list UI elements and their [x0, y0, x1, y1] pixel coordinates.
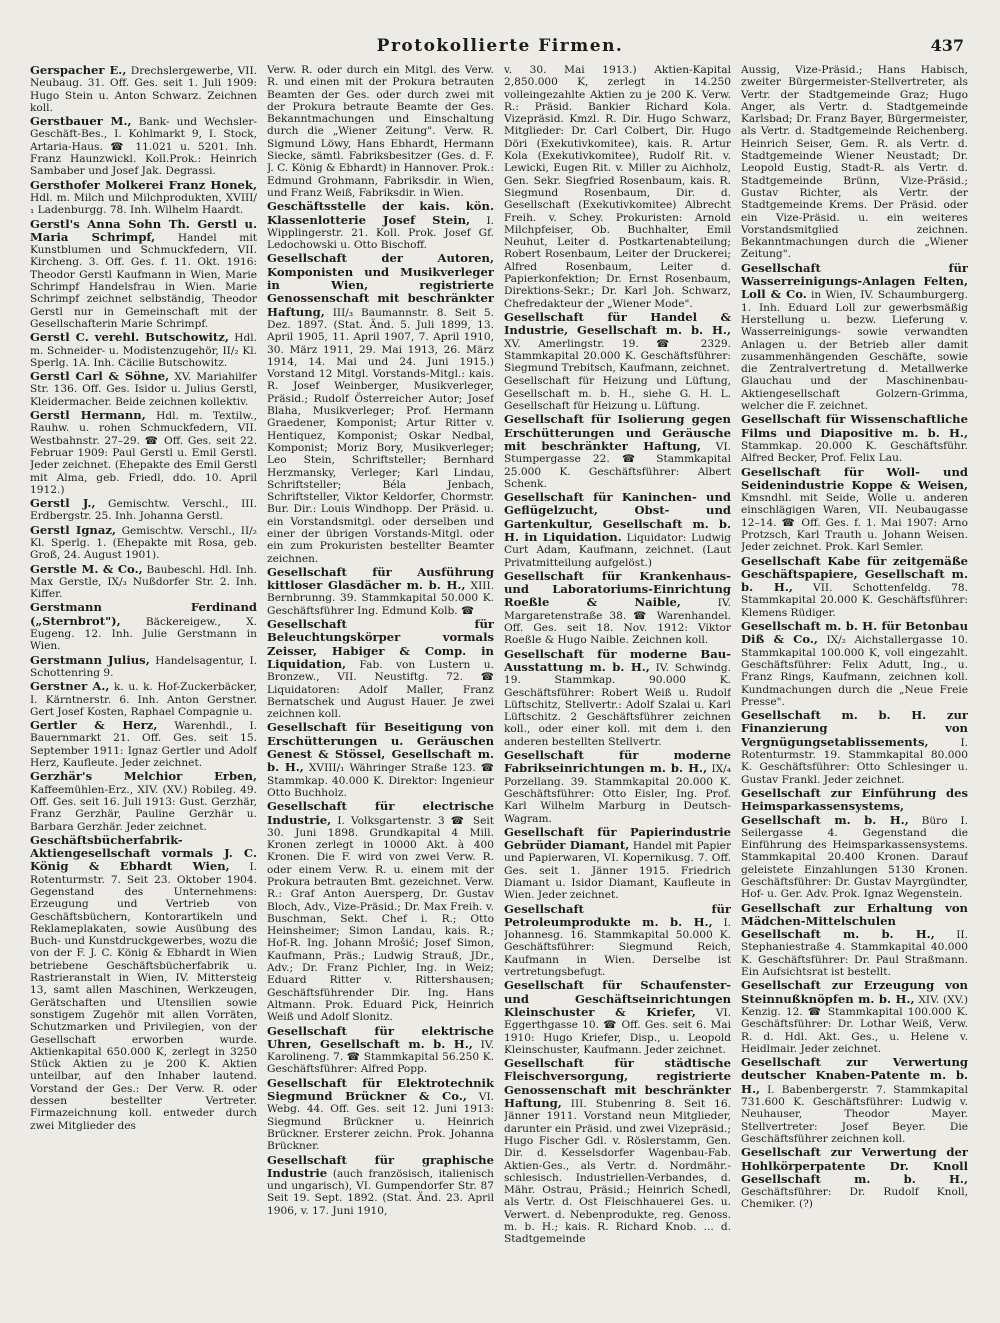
- entry-details: Bank- und Wechsler-Geschäft-Bes., I. Kohlmarkt 9, I. Stock, Artaria-Haus. ☎ 11.021 u. 5201. Inh. Franz Haunzwickl. Koll.Prok.: Heinrich Sambaber und Josef Jak. Degrassi.: [30, 116, 257, 178]
- entry-details: Büro I. Seilergasse 4. Gegenstand die Einführung des Heimsparkassensystems. Stammkapital 20.400 Kronen. Darauf geleistete Einzahlungen 5130 Kronen. Geschäftsführer: Dr. Gustav Mayrgündter, Hof- u. Ger. Adv. Prok. Ignaz Wegenstein.: [741, 814, 968, 901]
- firm-name: Gerstl Ignaz,: [30, 522, 116, 537]
- firm-name: Gesellschaft für Wasserreinigungs-Anlagen Felten, Loll & Co.: [741, 260, 968, 302]
- entry-details: II. Stephaniestraße 4. Stammkapital 40.000 K. Geschäftsführer: Dr. Paul Straßmann. Ein Aufsichtsrat ist bestellt.: [741, 929, 968, 979]
- entry-details: I. Wipplingerstr. 21. Koll. Prok. Josef Gf. Ledochowski u. Otto Bischoff.: [267, 214, 494, 252]
- register-entry: [30, 497, 257, 523]
- register-entry: [267, 64, 494, 199]
- firm-name: Gesellschaft für Elektrotechnik Siegmund Brückner & Co.,: [267, 1075, 494, 1104]
- firm-name: Gesellschaft für Handel & Industrie, Gesellschaft m. b. H.,: [504, 309, 731, 338]
- firm-name: Gesellschaft m. b. H. für Betonbau Diß & Co.,: [741, 619, 968, 647]
- register-entry: [267, 1077, 494, 1153]
- entry-details: I. Johannesg. 16. Stammkapital 50.000 K. Geschäftsführer: Siegmund Reich, Kaufmann in Wien. Derselbe ist vertretungsbefugt.: [504, 916, 731, 979]
- entry-details: VI. Webg. 44. Off. Ges. seit 12. Juni 1913: Siegmund Brückner u. Heinrich Brückner. Ersterer zeichn. Prok. Johanna Brückner.: [267, 1091, 494, 1153]
- register-entry: [30, 370, 257, 408]
- register-entry: [504, 491, 731, 569]
- entry-details: XV. Amerlingstr. 19. ☎ 2329. Stammkapital 20.000 K. Geschäftsführer: Siegmund Trebitsch, Kaufmann, zeichnet.: [504, 337, 731, 375]
- entry-details: IV. Schwindg. 19. Stammkap. 90.000 K. Geschäftsführer: Robert Weiß u. Rudolf Lüftschitz, Stellvertr.: Adolf Szalai u. Karl Lüftschitz. 2 Geschäftsführer zeichnen koll., oder einer koll. mit dem i. den anderen bestellten Stellvertr.: [504, 661, 731, 748]
- firm-name: Gerstl Hermann,: [30, 408, 146, 423]
- firm-name: Gesellschaft für Wissenschaftliche Films und Diapositive m. b. H.,: [741, 412, 968, 440]
- register-entry: [504, 749, 731, 825]
- entry-details: Gemischtw. Verschl., II/₂ Kl. Sperlg. 1. (Ehepakte mit Rosa, geb. Groß, 24. August 1901).: [30, 524, 257, 562]
- firm-name: Geschäftsstelle der kais. kön. Klassenlotterie Josef Stein,: [267, 199, 494, 227]
- register-entry: [741, 555, 968, 619]
- column-1: [30, 64, 257, 1314]
- entry-details: IX/₂ Aichstallergasse 10. Stammkapital 100.000 K, voll eingezahlt. Geschäftsführer: Felix Adutt, Ing., u. Franz Rings, Kaufmann, zeichnen koll. Kundmachungen durch die „Neue Freie Presse".: [741, 634, 968, 708]
- firm-name: Gesellschaft zur Einführung des Heimsparkassensystems, Gesellschaft m. b. H.,: [741, 785, 968, 827]
- entry-details: XV. Mariahilfer Str. 136. Off. Ges. Isidor u. Julius Gerstl, Kleidermacher. Beide zeichnen kollektiv.: [30, 371, 257, 408]
- register-entry: [741, 620, 968, 708]
- register-entry: [267, 252, 494, 564]
- firm-name: Gesellschaft zur Erzeugung von Steinnußknöpfen m. b. H.,: [741, 978, 968, 1006]
- register-entry: [30, 409, 257, 496]
- entry-details: Verw. R. oder durch ein Mitgl. des Verw. R. und einen mit der Prokura betrauten Beamten der Ges. oder durch zwei mit der Prokura betraute Beamte der Ges. Bekanntmachungen und Einschaltung durch die „Wiener Zeitung". Verw. R. Sigmund Löwy, Hans Ebhardt, Hermann Siecke, sämtl. Fabriksbesitzer (Ges. d. F. J. C. König & Ebhardt) in Hannover. Prok.: Edmund Grohmann, Fabriksdir. in Wien, und Franz Weiß, Fabriksdir. in Wien.: [267, 64, 494, 199]
- entry-details: IV. Margaretenstraße 38. ☎ Warenhandel. Off. Ges. seit 18. Nov. 1912: Viktor Roeßle & Hugo Naible. Zeichnen koll.: [504, 597, 731, 647]
- firm-name: Gerstl's Anna Sohn Th. Gerstl u. Maria Schrimpf,: [30, 216, 257, 244]
- register-entry: [267, 721, 494, 799]
- firm-name: Gesellschaft für elektrische Uhren, Gesellschaft m. b. H.,: [267, 1023, 494, 1051]
- register-entry: [30, 218, 257, 331]
- firm-name: Gesellschaft für Ausführung kittloser Glasdächer m. b. H.,: [267, 564, 494, 593]
- entry-details: Bäckereigew., X. Eugeng. 12. Inh. Julie Gerstmann in Wien.: [30, 615, 257, 653]
- firm-name: Gesellschaft für Papierindustrie Gebrüder Diamant,: [504, 824, 731, 853]
- entry-details: Gesellschaft für Heizung und Lüftung, Gesellschaft m. b. H., siehe G. H. L. Gesellschaft für Heizung u. Lüftung.: [504, 375, 731, 413]
- register-entry: [267, 200, 494, 251]
- register-entry: [267, 1154, 494, 1217]
- firm-name: Gesellschaft für Beseitigung von Erschütterungen u. Geräuschen Genest & Stössel, Gesellschaft m. b. H.,: [267, 720, 494, 775]
- entry-details: Handel mit Kunstblumen und Schmuckfedern, VII. Kircheng. 3. Off. Ges. f. 11. Okt. 1916: Theodor Gerstl Kaufmann in Wien, Marie Schrimpf Handelsfrau in Wien. Marie Schrimpf zeichnet selbständig, Theodor Gerstl nur in Gemeinschaft mit der Gesellschafterin Marie Schrimpf.: [30, 231, 257, 330]
- register-entry: [30, 719, 257, 769]
- entry-details: Aussig, Vize-Präsid.; Hans Habisch, zweiter Bürgermeister-Stellvertreter, als Vertr. der Stadtgemeinde Graz; Hugo Anger, als Vertr. d. Stadtgemeinde Karlsbad; Dr. Franz Bayer, Bürgermeister, als Vertr. d. Stadtgemeinde Reichenberg. Heinrich Seiser, Gem. R. als Vertr. d. Stadtgemeinde Wiener Neustadt; Dr. Leopold Eustig, Stadt-R. als Vertr. d. Stadtgemeinde Brünn, Vize-Präsid.; Gustav Richter, als Vertr. der Stadtgemeinde Krems. Der Präsid. oder ein Vize-Präsid. u. ein weiteres Vorstandsmitglied zeichnen. Bekanntmachungen durch die „Wiener Zeitung".: [741, 64, 968, 261]
- register-entry: [504, 413, 731, 490]
- firm-name: Gerstmann Julius,: [30, 652, 150, 667]
- page-title: Protokollierte Firmen.: [376, 36, 624, 56]
- entry-details: I. Volksgartenstr. 3 ☎ Seit 30. Juni 1898. Grundkapital 4 Mill. Kronen zerlegt in 10000 Akt. à 400 Kronen. Die F. wird von zwei Verw. R. oder einem Verw. R. u. einem mit der Prokura betrauten Bmt. gezeichnet. Verw. R.: Graf Anton Auersperg, Dr. Gustav Bloch, Adv., Vize-Präsid.; Dr. Max Freih. v. Buschman, Sekt. Chef i. R.; Otto Heinsheimer; Simon Landau, kais. R.; Hof-R. Ing. Johann Mrošić; Josef Simon, Kaufmann, Präs.; Ludwig Strauß, JDr., Adv.; Dr. Franz Pichler, Ing. in Weiz; Eduard Ritter v. Rittershausen; Geschäftsführender Dir. Ing. Hans Altmann. Prok. Eduard Pick, Heinrich Weiß und Adolf Slonitz.: [267, 814, 494, 1024]
- register-entry: [30, 770, 257, 832]
- entry-details: Hdl. m. Milch und Milchprodukten, XVIII/₁ Ladenburgg. 78. Inh. Wilhelm Haardt.: [30, 191, 257, 217]
- entry-details: Hdl. m. Schneider- u. Modistenzugehör, II/₂ Kl. Sperlg. 1A. Inh. Cäcilie Butschowitz.: [30, 332, 257, 369]
- firm-name: Geschäftsbücherfabrik-Aktiengesellschaft vormals J. C. König & Ebhardt Wien,: [30, 832, 257, 874]
- firm-name: Gesellschaft für Kaninchen- und Geflügelzucht, Obst- und Gartenkultur, Gesellschaft m. b. H. in Liquidation.: [504, 490, 731, 544]
- firm-name: Gesellschaft m. b. H. zur Finanzierung von Vergnügungsetablissements,: [741, 708, 968, 749]
- entry-details: Kaffeemühlen-Erz., XIV. (XV.) Robileg. 49. Off. Ges. seit 16. Juli 1913: Gust. Gerzhär, Franz Gerzhär, Pauline Gerzhär u. Barbara Gerzhär. Jeder zeichnet.: [30, 783, 257, 833]
- register-entry: [741, 709, 968, 786]
- firm-name: Gerspacher E.,: [30, 64, 127, 77]
- entry-details: I. Babenbergerstr. 7. Stammkapital 731.600 K. Geschäftsführer: Ludwig v. Neuhauser, Theodor Mayer. Stellvertreter: Josef Beyer. Die Geschäftsführer zeichnen koll.: [741, 1083, 968, 1145]
- register-entry: [30, 331, 257, 369]
- firm-name: Gesellschaft der Autoren, Komponisten und Musikverleger in Wien, registrierte Genossenschaft mit beschränkter Haftung,: [267, 251, 494, 319]
- entry-details: VII. Schottenfeldg. 78. Stammkapital 20.000 K. Geschäftsführer: Klemens Rüdiger.: [741, 582, 968, 619]
- entry-details: Liquidator: Ludwig Curt Adam, Kaufmann, zeichnet. (Laut Privatmitteilung aufgelöst.): [504, 531, 731, 569]
- register-entry: [504, 570, 731, 647]
- register-entry: [504, 1057, 731, 1245]
- firm-name: Gesellschaft für moderne Fabrikseinrichtungen m. b. H.,: [504, 748, 731, 776]
- register-entry: [741, 64, 968, 261]
- register-entry: [741, 979, 968, 1055]
- register-entry: [267, 618, 494, 720]
- entry-details: XVIII/₁ Währinger Straße 123. ☎ Stammkap. 40.000 K. Direktor: Ingenieur Otto Buchholz.: [267, 762, 494, 799]
- register-entry: [30, 64, 257, 114]
- register-entry: [30, 601, 257, 652]
- firm-name: Gesellschaft für Krankenhaus- und Laboratoriums-Einrichtung Roeßle & Naible,: [504, 568, 731, 610]
- register-entry: [30, 115, 257, 177]
- register-entry: [504, 64, 731, 310]
- firm-name: Gesellschaft für Isolierung gegen Erschütterungen und Geräusche mit beschränkter Haftung,: [504, 412, 731, 453]
- entry-details: XIII. Bernbrunng. 39. Stammkapital 50.000 K. Geschäftsführer Ing. Edmund Kolb. ☎: [267, 580, 494, 617]
- firm-name: Gesellschaft zur Verwertung der Hohlkörperpatente Dr. Knoll Gesellschaft m. b. H.,: [741, 1145, 968, 1186]
- register-entry: [267, 800, 494, 1023]
- register-entry: [741, 1056, 968, 1145]
- register-entry: [30, 654, 257, 680]
- firm-name: Gertler & Herz,: [30, 718, 158, 733]
- firm-name: Gesellschaft zur Erhaltung von Mädchen-Mittelschulen Gesellschaft m. b. H.,: [741, 900, 968, 942]
- entry-details: IX/₄ Porzellang. 39. Stammkapital 20.000 K. Geschäftsführer: Otto Eisler, Ing. Prof. Karl Wilhelm Marburg in Deutsch-Wagram.: [504, 763, 731, 825]
- register-entry: [504, 311, 731, 374]
- entry-details: Hdl. m. Textilw., Rauhw. u. rohen Schmuckfedern, VII. Westbahnstr. 27–29. ☎ Off. Ges. seit 22. Februar 1909: Paul Gerstl u. Emil Gerstl. Jeder zeichnet. (Ehepakte des Emil Gerstl mit Alma, geb. Friedl, ddo. 10. April 1912.): [30, 410, 257, 496]
- firm-name: Gerstl C. verehl. Butschowitz,: [30, 330, 229, 345]
- entry-details: I. Rotenturmstr. 7. Seit 23. Oktober 1904. Gegenstand des Unternehmens: Erzeugung und Vertrieb von Geschäftsbüchern, Kontorartikeln und Reklameplakaten, sowie Ausübung des Buch- und Kunstdruckgewerbes, wozu die von der F. J. C. König & Ebhardt in Wien betriebene Geschäftsbücherfabrik u. Rastrieranstalt in Wien, IV. Mittersteig 13, samt allen Maschinen, Werkzeugen, Gerätschaften und Utensilien sowie sonstigem Zugehör mit allen Vorräten, Schutzmarken und Privilegien, von der Gesellschaft erworben wurde. Aktienkapital 650.000 K, zerlegt in 3250 Stück Aktien zu je 200 K. Aktien unteilbar, auf den Inhaber lautend. Vorstand der Ges.: Der Verw. R. oder dessen bestellter Vertreter. Firmazeichnung koll. entweder durch zwei Mitglieder des: [30, 861, 257, 1132]
- entry-details: Drechslergewerbe, VII. Neubaug. 31. Off. Ges. seit 1. Juli 1909: Hugo Stein u. Anton Schwarz. Zeichnen koll.: [30, 65, 257, 114]
- register-entry: [30, 680, 257, 718]
- entry-details: v. 30. Mai 1913.) Aktien-Kapital 2,850.000 K, zerlegt in 14.250 volleingezahlte Aktien zu je 200 K. Verw. R.: Präsid. Bankier Richard Kola. Vizepräsid. Kmzl. R. Dir. Hugo Schwarz, Mitglieder: Dr. Carl Colbert, Dir. Hugo Döri (Exekutivkomitee), kais. R. Artur Kola (Exekutivkomitee), Rudolf Rit. v. Lewicki, Eugen Rit. v. Miller zu Aichholz, Gen. Sekr. Siegfried Rosenbaum, kais. R. Siegmund Rosenbaum, Dir. d. Gesellschaft (Exekutivkomitee) Albrecht Freih. v. Schey. Prokuristen: Arnold Milchpfeiser, Ob. Buchhalter, Emil Neuhut, Leiter d. Postkartenabteilung; Robert Rosenbaum, Leiter der Druckerei; Alfred Rosenbaum, Leiter d. Papierkonfektion; Dr. Ernst Rosenbaum, Direktions-Sekr.; Dr. Karl Joh. Schwarz, Chefredakteur der „Wiener Mode".: [504, 64, 731, 310]
- entry-details: III/₃ Baumannstr. 8. Seit 5. Dez. 1897. (Stat. Änd. 5. Juli 1899, 13. April 1905, 11. April 1907, 7. April 1910, 30. März 1911, 29. Mai 1913, 26. März 1914, 14. Mai und 24. Juni 1915.) Vorstand 12 Mitgl. Vorstands-Mitgl.: kais. R. Josef Weinberger, Musikverleger, Präsid.; Rudolf Österreicher Autor; Josef Blaha, Musikverleger; Prof. Hermann Graedener, Komponist; Artur Ritter v. Hentiquez, Komponist; Oskar Nedbal, Komponist; Moriz Bory, Musikverleger; Leo Stein, Schriftsteller; Bernhard Herzmansky, Verleger; Karl Lindau, Schriftsteller; Béla Jenbach, Schriftsteller, Viktor Keldorfer, Chormstr. Bur. Dir.: Louis Windhopp. Der Präsid. u. ein Vorstandsmitgl. oder derselben und einer der übrigen Vorstands-Mitgl. oder ein zum Prokuristen bestellter Beamter zeichnen.: [267, 306, 494, 565]
- firm-name: Gesellschaft für Woll- und Seidenindustrie Koppe & Weisen,: [741, 464, 968, 492]
- entry-details: VI. Stumpergasse 22. ☎ Stammkapital 25.000 K. Geschäftsführer: Albert Schenk.: [504, 440, 731, 490]
- register-entry: [741, 902, 968, 979]
- column-2: [267, 64, 494, 1314]
- firm-name: Gerstl J.,: [30, 496, 96, 511]
- firm-name: Gerstbauer M.,: [30, 114, 132, 129]
- register-entry: [30, 834, 257, 1132]
- entry-details: III. Stubenring 8. Seit 16. Jänner 1911. Vorstand neun Mitglieder, darunter ein Präsid. und zwei Vizepräsid.; Hugo Fischer Gdl. v. Röslerstamm, Gen. Dir. d. Kesselsdorfer Wagenbau-Fab. Aktien-Ges., als Vertr. d. Nordmähr.-schlesisch. Industriellen-Verbandes, d. Mähr. Ostrau, Präsid.; Heinrich Schedl, als Vertr. d. Ost Fleischhauerei Ges. u. Verwert. d. Nebenprodukte, reg. Genoss. m. b. H.; kais. R. Richard Knob. ... d. Stadtgemeinde: [504, 1098, 731, 1246]
- register-entry: [30, 563, 257, 601]
- entry-details: (auch französisch, italienisch und ungarisch), VI. Gumpendorfer Str. 87 Seit 19. Sept. 1892. (Stat. Änd. 23. April 1906, v. 17. Juni 1910,: [267, 1167, 494, 1217]
- firm-name: Gersthofer Molkerei Franz Honek,: [30, 177, 257, 192]
- entry-details: k. u. k. Hof-Zuckerbäcker, I. Kärntnerstr. 6. Inh. Anton Gerstner. Gert Josef Kosten, Raphael Compagnie u.: [30, 681, 257, 718]
- entry-details: Kmsndhl. mit Seide, Wolle u. anderen einschlägigen Waren, VII. Neubaugasse 12–14. ☎ Off. Ges. f. 1. Mai 1907: Arno Protzsch, Karl Trauth u. Johann Weisen. Jeder zeichnet. Prok. Karl Semler.: [741, 492, 968, 554]
- register-entry: [741, 1146, 968, 1210]
- entry-details: Geschäftsführer: Dr. Rudolf Knoll, Chemiker. (?): [741, 1186, 968, 1211]
- register-entry: [30, 179, 257, 217]
- register-entry: [504, 979, 731, 1056]
- firm-name: Gerstner A.,: [30, 679, 110, 694]
- register-entry: [741, 262, 968, 413]
- register-entry: [504, 375, 731, 412]
- firm-name: Gerstle M. & Co.,: [30, 561, 143, 576]
- register-entry: [504, 826, 731, 902]
- column-3: [504, 64, 731, 1314]
- register-entry: [504, 648, 731, 748]
- firm-name: Gesellschaft für Schaufenster- und Geschäftseinrichtungen Kleinschuster & Kriefer,: [504, 978, 731, 1019]
- page-number: 437: [930, 36, 964, 55]
- entry-details: Fab. von Lustern u. Bronzew., VII. Neustiftg. 72. ☎ Liquidatoren: Adolf Maller, Franz Bernatschek und August Hauer. Je zwei zeichnen koll.: [267, 658, 494, 721]
- register-entry: [741, 466, 968, 554]
- entry-details: Stammkap. 20.000 K. Geschäftsführ. Alfred Becker, Prof. Felix Lau.: [741, 439, 968, 465]
- page-header: [0, 36, 1000, 60]
- entry-details: in Wien, IV. Schaumburgerg. 1. Inh. Eduard Loll zur gewerbsmäßig Herstellung u. bezw. Lieferung v. Wasserreinigungs- sowie verwandten Anlagen u. der Betrieb aller damit zusammenhängenden Geschäfte, sowie die Zentralvertretung d. Metallwerke Glauchau und der Maschinenbau-Aktiengesellschaft Golzern-Grimma, welcher die F. zeichnet.: [741, 289, 968, 413]
- firm-name: Gesellschaft für Beleuchtungskörper vormals Zeisser, Habiger & Comp. in Liquidation,: [267, 617, 494, 671]
- entry-details: XIV. (XV.) Kenzig. 12. ☎ Stammkapital 100.000 K. Geschäftsführer: Dr. Lothar Weiß, Verw. R. d. Hdl. Akt. Ges., u. Helene v. Heidlmair. Jeder zeichnet.: [741, 993, 968, 1055]
- register-entry: [30, 524, 257, 562]
- firm-name: Gesellschaft für moderne Bau-Ausstattung m. b. H.,: [504, 646, 731, 674]
- firm-name: Gesellschaft Kabe für zeitgemäße Geschäftspapiere, Gesellschaft m. b. H.,: [741, 553, 968, 595]
- entry-details: IV. Karolineng. 7. ☎ Stammkapital 56.250 K. Geschäftsführer: Alfred Popp.: [267, 1038, 494, 1076]
- firm-name: Gerstl Carl & Söhne,: [30, 369, 170, 384]
- text-columns: [30, 64, 970, 1314]
- register-entry: [741, 787, 968, 901]
- entry-details: Handelsagentur, I. Schottenring 9.: [30, 654, 257, 679]
- column-4: [741, 64, 968, 1314]
- entry-details: VI. Eggerthgasse 10. ☎ Off. Ges. seit 6. Mai 1910: Hugo Kriefer, Disp., u. Leopold Kleinschuster, Kaufmann. Jeder zeichnet.: [504, 1006, 731, 1056]
- firm-name: Gesellschaft für Petroleumprodukte m. b. H.,: [504, 901, 731, 929]
- register-entry: [741, 413, 968, 464]
- entry-details: Handel mit Papier und Papierwaren, VI. Kopernikusg. 7. Off. Ges. seit 1. Jänner 1915. Friedrich Diamant u. Isidor Diamant, Kaufleute in Wien. Jeder zeichnet.: [504, 840, 731, 902]
- firm-name: Gerstmann Ferdinand („Sternbrot"),: [30, 600, 257, 628]
- firm-name: Gesellschaft für graphische Industrie: [267, 1152, 494, 1180]
- firm-name: Gerzhär's Melchior Erben,: [30, 769, 257, 784]
- firm-name: Gesellschaft für städtische Fleischversorgung, registrierte Genossenschaft mit beschränkter Haftung,: [504, 1056, 731, 1111]
- register-entry: [267, 1025, 494, 1076]
- register-entry: [267, 566, 494, 617]
- entry-details: Gemischtw. Verschl., III. Erdbergstr. 25. Inh. Johanna Gerstl.: [30, 498, 257, 523]
- register-entry: [504, 903, 731, 979]
- firm-name: Gesellschaft zur Verwertung deutscher Knaben-Patente m. b. H.,: [741, 1055, 968, 1096]
- entry-details: Warenhdl., I. Bauernmarkt 21. Off. Ges. seit 15. September 1911: Ignaz Gertler und Adolf Herz, Kaufleute. Jeder zeichnet.: [30, 720, 257, 770]
- entry-details: Baubeschl. Hdl. Inh. Max Gerstle, IX/₃ Nußdorfer Str. 2. Inh. Kiffer.: [30, 563, 257, 601]
- entry-details: I. Rotenturmstr. 19. Stammkapital 80.000 K. Geschäftsführer: Otto Schlesinger u. Gustav Frankl. Jeder zeichnet.: [741, 736, 968, 786]
- firm-name: Gesellschaft für electrische Industrie,: [267, 799, 494, 827]
